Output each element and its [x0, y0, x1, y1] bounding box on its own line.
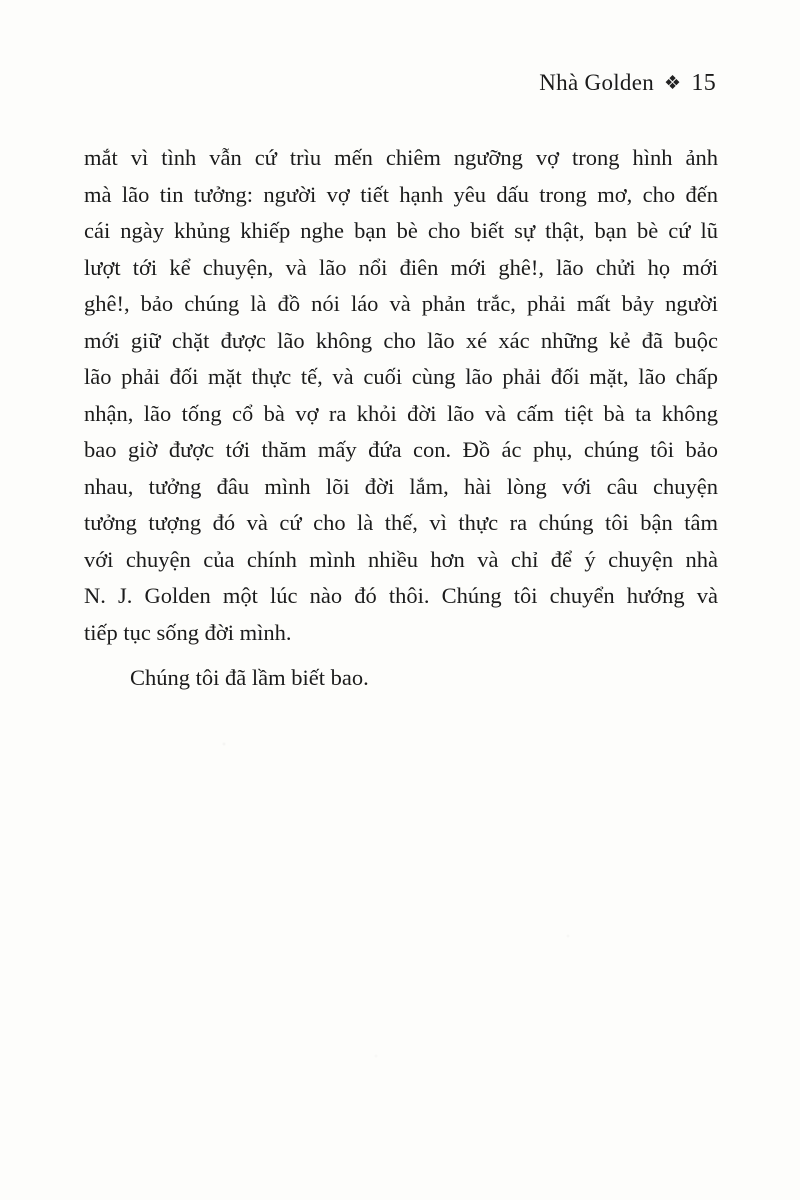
body-text [84, 140, 718, 697]
text-line: ghê!, bảo chúng là đồ nói láo và phản trắc, phải mất bảy người [84, 291, 718, 316]
text-line: mà lão tin tưởng: người vợ tiết hạnh yêu dấu trong mơ, cho đến [84, 181, 718, 207]
text-line: tiếp tục sống đời mình. [84, 619, 292, 645]
ornament-icon: ❖ [664, 73, 682, 94]
text-line: bao giờ được tới thăm mấy đứa con. Đồ ác phụ, chúng tôi bảo [84, 437, 718, 462]
text-line: với chuyện của chính mình nhiều hơn và chỉ để ý chuyện nhà [84, 546, 718, 572]
page-number: 15 [691, 70, 716, 96]
text-line: N. J. Golden một lúc nào đó thôi. Chúng tôi chuyển hướng và [84, 583, 718, 608]
paragraph-2: Chúng tôi đã lầm biết bao. [130, 665, 369, 690]
text-line: nhau, tưởng đâu mình lõi đời lắm, hài lòng với câu chuyện [84, 473, 718, 499]
running-head-title: Nhà Golden [539, 70, 655, 95]
text-line: mới giữ chặt được lão không cho lão xé xác những kẻ đã buộc [84, 327, 718, 353]
paragraph-1 [84, 140, 718, 651]
text-line: nhận, lão tống cổ bà vợ ra khỏi đời lão và cấm tiệt bà ta không [84, 400, 718, 426]
running-head [539, 70, 716, 97]
text-line: tưởng tượng đó và cứ cho là thế, vì thực ra chúng tôi bận tâm [84, 510, 718, 535]
text-line: cái ngày khủng khiếp nghe bạn bè cho biết sự thật, bạn bè cứ lũ [84, 218, 718, 243]
text-line: lượt tới kể chuyện, và lão nổi điên mới ghê!, lão chửi họ mới [84, 254, 718, 280]
text-line: mắt vì tình vẫn cứ trìu mến chiêm ngưỡng vợ trong hình ảnh [84, 145, 718, 170]
text-line: lão phải đối mặt thực tế, và cuối cùng lão phải đối mặt, lão chấp [84, 364, 718, 389]
